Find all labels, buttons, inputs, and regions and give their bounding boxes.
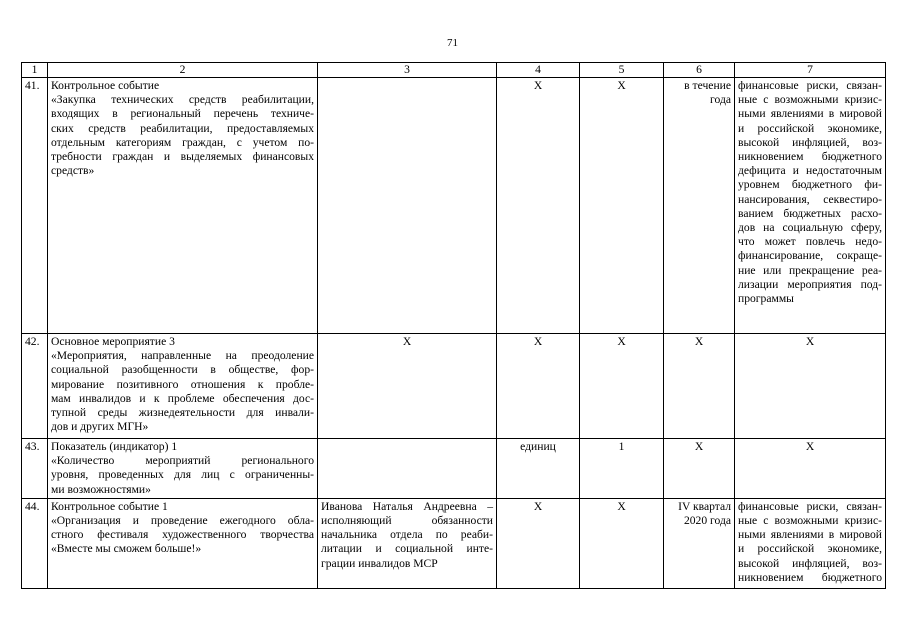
program-table [21, 62, 886, 589]
value-cell: 1 [580, 439, 664, 499]
responsible-cell [318, 498, 497, 588]
header-cell: 3 [318, 63, 497, 78]
text-line: финансовые риски, связан- [738, 499, 882, 513]
text-line: нансирования, секвестиро- [738, 192, 882, 206]
text-line: никновением бюджетного [738, 570, 882, 584]
text-line: дефицита и недостаточным [738, 164, 882, 178]
header-cell: 4 [497, 63, 580, 78]
text-line: ные с возможными кризис- [738, 514, 882, 528]
text-line: Контрольное событие [51, 79, 160, 92]
responsible-cell [318, 439, 497, 499]
row-number: 43. [22, 439, 48, 499]
risks-cell: Х [735, 334, 886, 439]
deadline-cell: Х [664, 439, 735, 499]
text-line: IV квартал [678, 499, 731, 513]
text-line: ми возможностями» [51, 482, 151, 496]
text-line: программы [738, 292, 794, 306]
text-line: ние или прекращение реа- [738, 263, 882, 277]
text-line: «Мероприятия, направленные на преодоление [51, 349, 314, 363]
text-line: литации и социальной инте- [321, 542, 493, 556]
header-cell: 2 [48, 63, 318, 78]
text-line: дов на социальную сферу, [738, 221, 882, 235]
text-line: ные с возможными кризис- [738, 93, 882, 107]
row-description [48, 498, 318, 588]
row-description [48, 78, 318, 334]
deadline-cell [664, 498, 735, 588]
text-line: Показатель (индикатор) 1 [51, 440, 178, 453]
text-line: ными явлениями в мировой [738, 107, 882, 121]
text-line: 2020 года [683, 514, 731, 528]
deadline-cell [664, 78, 735, 334]
responsible-cell: Х [318, 334, 497, 439]
row-description [48, 439, 318, 499]
text-line: грации инвалидов МСР [321, 556, 438, 570]
row-description [48, 334, 318, 439]
table-row [22, 498, 886, 588]
text-line: начальника отдела по реаби- [321, 528, 493, 542]
text-line: тупной среды жизнедеятельности для инвали- [51, 406, 314, 420]
row-number: 42. [22, 334, 48, 439]
unit-cell: Х [497, 498, 580, 588]
header-cell: 1 [22, 63, 48, 78]
value-cell: Х [580, 334, 664, 439]
text-line: года [710, 93, 731, 107]
header-row [22, 63, 886, 78]
text-line: ными явлениями в мировой [738, 528, 882, 542]
text-line: финансовые риски, связан- [738, 79, 882, 92]
table-row [22, 439, 886, 499]
risks-cell [735, 78, 886, 334]
text-line: исполняющий обязанности [321, 514, 493, 528]
page-number: 71 [447, 37, 458, 49]
header-cell: 5 [580, 63, 664, 78]
text-line: и российской экономике, [738, 121, 882, 135]
text-line: мирование позитивного отношения к пробле- [51, 377, 314, 391]
text-line: мам инвалидов и к проблеме обеспечения дос- [51, 391, 314, 405]
header-cell: 6 [664, 63, 735, 78]
value-cell: Х [580, 498, 664, 588]
text-line: «Количество мероприятий регионального [51, 454, 314, 468]
text-line: Контрольное событие 1 [51, 499, 168, 513]
row-number: 41. [22, 78, 48, 334]
text-line: дов и других МГН» [51, 420, 149, 434]
text-line: стного фестиваля художественного творчества [51, 528, 314, 542]
text-line: Основное мероприятие 3 [51, 335, 175, 348]
text-line: социальной разобщенности в обществе, фор- [51, 363, 314, 377]
risks-cell: Х [735, 439, 886, 499]
text-line: входящих в региональный перечень техниче- [51, 107, 314, 121]
text-line: уровня, проведенных для лиц с ограниченны- [51, 468, 314, 482]
header-cell: 7 [735, 63, 886, 78]
value-cell: Х [580, 78, 664, 334]
table-row [22, 78, 886, 334]
text-line: отдельным категориям граждан, с учетом по- [51, 135, 314, 149]
text-line: средств» [51, 164, 95, 178]
text-line: требности граждан и выделяемых финансовых [51, 150, 314, 164]
text-line: финансирование, сокраще- [738, 249, 882, 263]
text-line: Иванова Наталья Андреевна – [321, 499, 493, 513]
responsible-cell [318, 78, 497, 334]
text-line: никновением бюджетного [738, 150, 882, 164]
text-line: уровнем бюджетного фи- [738, 178, 882, 192]
unit-cell: единиц [497, 439, 580, 499]
text-line: «Организация и проведение ежегодного обла- [51, 514, 314, 528]
row-number: 44. [22, 498, 48, 588]
text-line: «Вместе мы сможем больше!» [51, 542, 202, 556]
deadline-cell: Х [664, 334, 735, 439]
table-row [22, 334, 886, 439]
text-line: что может повлечь недо- [738, 235, 882, 249]
unit-cell: Х [497, 78, 580, 334]
text-line: ских средств реабилитации, предоставляемых [51, 121, 314, 135]
text-line: высокой инфляцией, воз- [738, 556, 882, 570]
text-line: и российской экономике, [738, 542, 882, 556]
text-line: высокой инфляцией, воз- [738, 135, 882, 149]
unit-cell: Х [497, 334, 580, 439]
text-line: ванием бюджетных расхо- [738, 206, 882, 220]
text-line: «Закупка технических средств реабилитации, [51, 93, 314, 107]
text-line: в течение [684, 79, 731, 92]
text-line: лизации мероприятия под- [738, 277, 882, 291]
risks-cell [735, 498, 886, 588]
